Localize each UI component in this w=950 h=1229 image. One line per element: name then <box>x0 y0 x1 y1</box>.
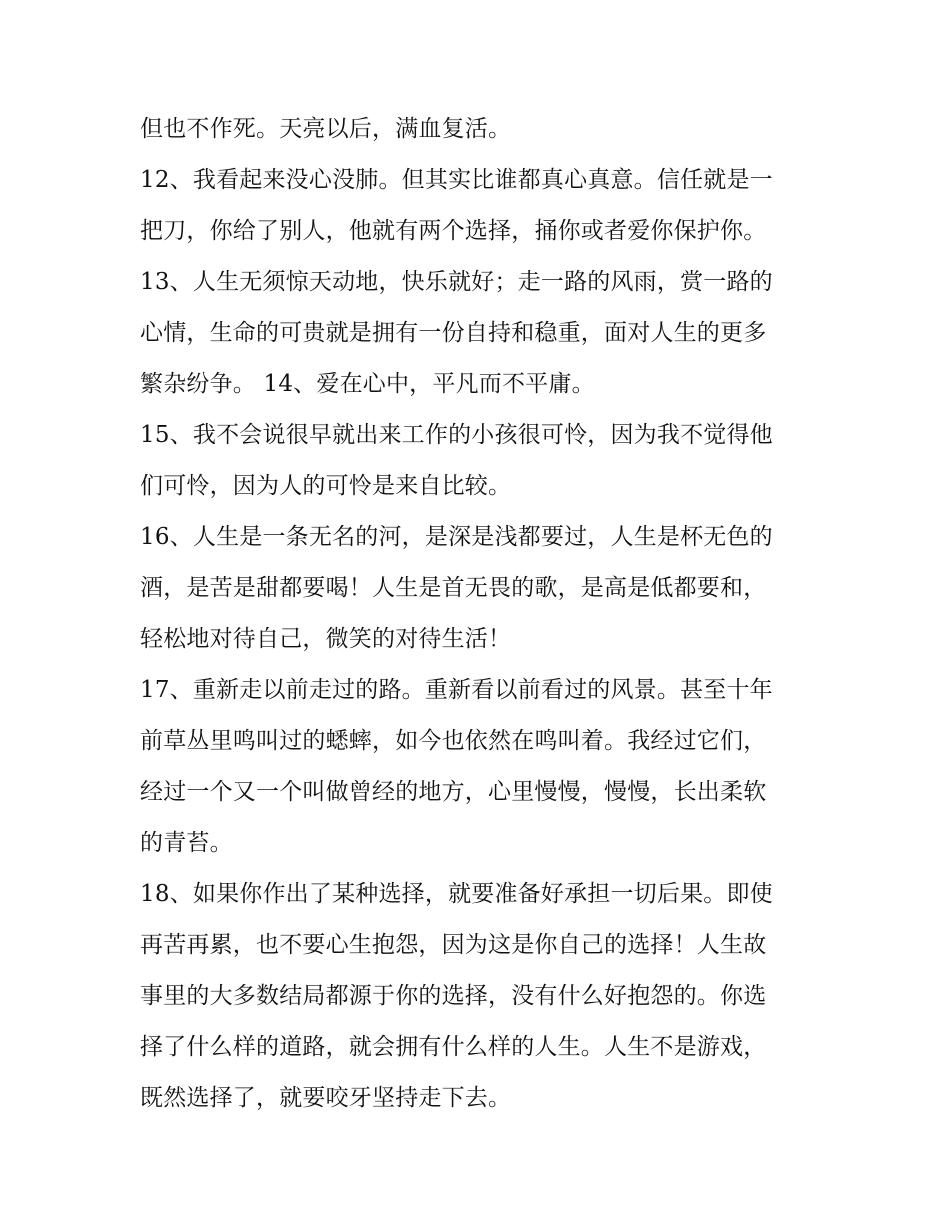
text-line: 18、如果你作出了某种选择，就要准备好承担一切后果。即使 <box>140 881 773 907</box>
text-line: 经过一个又一个叫做曾经的地方，心里慢慢，慢慢，长出柔软 <box>140 779 767 805</box>
text-line: 再苦再累，也不要心生抱怨，因为这是你自己的选择！人生故 <box>140 932 767 958</box>
text-line: 事里的大多数结局都源于你的选择，没有什么好抱怨的。你选 <box>140 983 767 1009</box>
text-line: 13、人生无须惊天动地，快乐就好；走一路的风雨，赏一路的 <box>140 269 773 295</box>
text-line: 既然选择了，就要咬牙坚持走下去。 <box>140 1085 512 1111</box>
text-line: 心情，生命的可贵就是拥有一份自持和稳重，面对人生的更多 <box>140 320 767 346</box>
text-line: 12、我看起来没心没肺。但其实比谁都真心真意。信任就是一 <box>140 167 773 193</box>
text-line: 轻松地对待自己，微笑的对待生活！ <box>140 626 512 652</box>
text-line: 把刀，你给了别人，他就有两个选择，捅你或者爱你保护你。 <box>140 218 767 244</box>
text-line: 15、我不会说很早就出来工作的小孩很可怜，因为我不觉得他 <box>140 422 773 448</box>
text-line: 的青苔。 <box>140 830 233 856</box>
text-line: 择了什么样的道路，就会拥有什么样的人生。人生不是游戏， <box>140 1034 767 1060</box>
document-body <box>140 104 812 1124</box>
text-line: 酒，是苦是甜都要喝！人生是首无畏的歌，是高是低都要和， <box>140 575 767 601</box>
text-line: 16、人生是一条无名的河，是深是浅都要过，人生是杯无色的 <box>140 524 773 550</box>
text-line: 前草丛里鸣叫过的蟋蟀，如今也依然在鸣叫着。我经过它们， <box>140 728 767 754</box>
text-line: 繁杂纷争。 14、爱在心中，平凡而不平庸。 <box>140 371 595 397</box>
text-line: 17、重新走以前走过的路。重新看以前看过的风景。甚至十年 <box>140 677 773 703</box>
text-line: 但也不作死。天亮以后，满血复活。 <box>140 116 512 142</box>
text-line: 们可怜，因为人的可怜是来自比较。 <box>140 473 512 499</box>
